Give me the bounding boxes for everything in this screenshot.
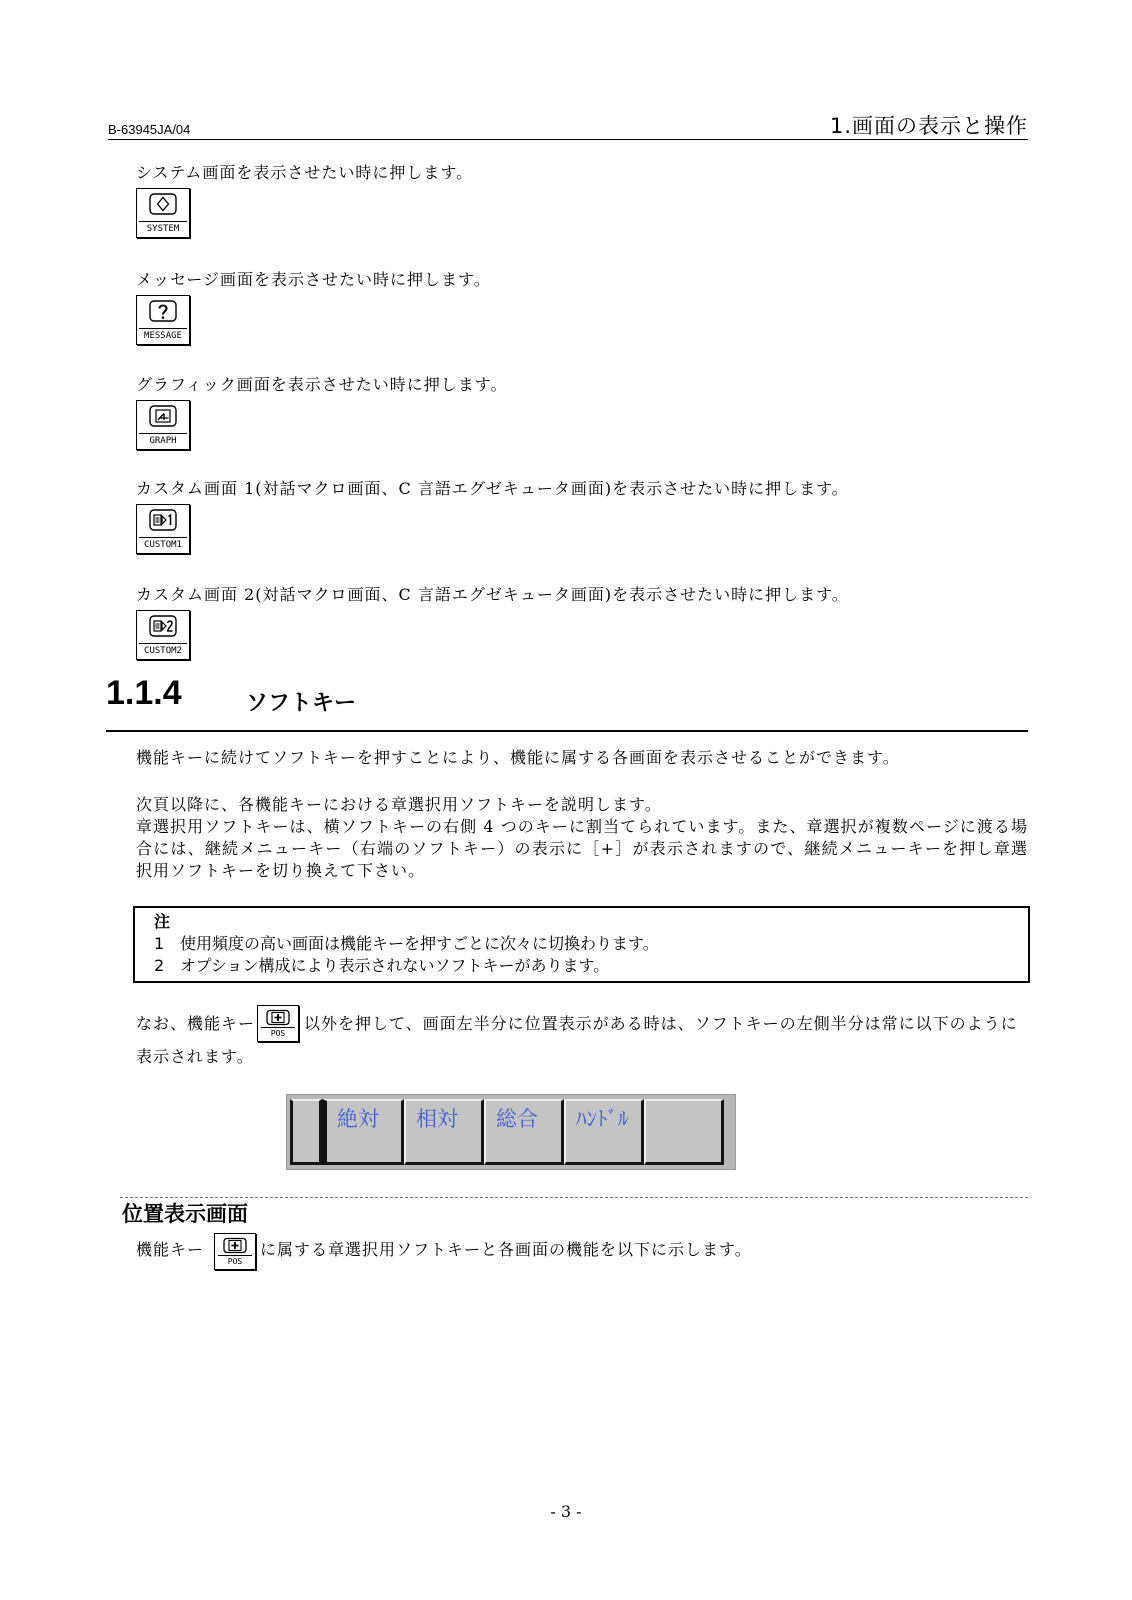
pos-icon bbox=[223, 1237, 247, 1254]
key-label: GRAPH bbox=[139, 433, 187, 446]
pos-note-text-line2: 表示されます。 bbox=[136, 1047, 254, 1066]
note-item-text: 使用頻度の高い画面は機能キーを押すごとに次々に切換わります。 bbox=[180, 934, 659, 953]
function-key-entry-custom1 bbox=[136, 479, 849, 554]
softkey-relative: 相対 bbox=[404, 1099, 484, 1165]
note-item-number: 2 bbox=[154, 956, 165, 975]
function-key-entry-message bbox=[136, 270, 491, 345]
system-icon bbox=[149, 193, 177, 215]
function-key-description: カスタム画面 2(対話マクロ画面、C 言語エグゼキュータ画面)を表示させたい時に押します。 bbox=[136, 585, 849, 604]
section-rule bbox=[106, 730, 1028, 732]
note-box bbox=[133, 906, 1030, 983]
key-label: CUSTOM2 bbox=[139, 643, 187, 656]
key-label: POS bbox=[218, 1255, 252, 1266]
explanation-line: 択用ソフトキーを切り換えて下さい。 bbox=[136, 861, 426, 880]
message-key bbox=[136, 295, 190, 345]
explanation-line: 章選択用ソフトキーは、横ソフトキーの右側 4 つのキーに割当てられています。また、章選択が複数ページに渡る場 bbox=[136, 817, 1028, 836]
softkey-handle: ﾊﾝﾄﾞﾙ bbox=[564, 1099, 644, 1165]
section-number: 1.1.4 bbox=[106, 674, 182, 712]
function-key-description: メッセージ画面を表示させたい時に押します。 bbox=[136, 270, 491, 289]
subsection-title: 位置表示画面 bbox=[122, 1202, 248, 1226]
key-label: CUSTOM1 bbox=[139, 537, 187, 550]
key-label: SYSTEM bbox=[139, 221, 187, 234]
explanation-line: 次頁以降に、各機能キーにおける章選択用ソフトキーを説明します。 bbox=[136, 795, 662, 814]
document-id: B-63945JA/04 bbox=[108, 122, 191, 137]
note-item-number: 1 bbox=[154, 934, 165, 953]
dashed-divider bbox=[120, 1197, 1028, 1198]
header-rule bbox=[108, 139, 1028, 140]
pos-note-text-before: なお、機能キー bbox=[136, 1014, 256, 1033]
chapter-title: 1.画面の表示と操作 bbox=[829, 114, 1028, 138]
note-item bbox=[154, 955, 1028, 977]
message-icon bbox=[149, 300, 177, 322]
graph-icon bbox=[149, 405, 177, 427]
page-number: - 3 - bbox=[550, 1502, 582, 1521]
function-key-description: システム画面を表示させたい時に押します。 bbox=[136, 163, 474, 182]
pos-icon bbox=[266, 1009, 290, 1026]
custom1-icon bbox=[149, 509, 177, 531]
pos-note-text-after: 以外を押して、画面左半分に位置表示がある時は、ソフトキーの左側半分は常に以下のように bbox=[304, 1014, 1018, 1033]
custom2-key bbox=[136, 610, 190, 660]
custom2-icon bbox=[149, 615, 177, 637]
softkey-bar bbox=[286, 1094, 736, 1170]
softkey-absolute: 絶対 bbox=[322, 1099, 404, 1165]
function-key-description: カスタム画面 1(対話マクロ画面、C 言語エグゼキュータ画面)を表示させたい時に押します。 bbox=[136, 479, 849, 498]
key-label: MESSAGE bbox=[139, 328, 187, 341]
note-heading: 注 bbox=[154, 912, 171, 931]
graph-key bbox=[136, 400, 190, 450]
explanation-paragraph bbox=[136, 794, 1028, 882]
intro-paragraph: 機能キーに続けてソフトキーを押すことにより、機能に属する各画面を表示させることができます。 bbox=[136, 748, 900, 767]
note-item-text: オプション構成により表示されないソフトキーがあります。 bbox=[180, 956, 610, 975]
system-key bbox=[136, 188, 190, 238]
section-title: ソフトキー bbox=[246, 691, 357, 716]
note-item bbox=[154, 933, 1028, 955]
function-key-description: グラフィック画面を表示させたい時に押します。 bbox=[136, 375, 508, 394]
position-display-text-before: 機能キー bbox=[136, 1240, 205, 1259]
pos-key bbox=[214, 1233, 256, 1270]
function-key-entry-graph bbox=[136, 375, 507, 450]
key-label: POS bbox=[261, 1027, 295, 1038]
pos-key bbox=[257, 1005, 299, 1042]
explanation-line: 合には、継続メニューキー（右端のソフトキー）の表示に［+］が表示されますので、継続メニューキーを押し章選 bbox=[136, 839, 1028, 858]
position-display-text-after: に属する章選択用ソフトキーと各画面の機能を以下に示します。 bbox=[260, 1240, 752, 1259]
softkey-all: 総合 bbox=[484, 1099, 564, 1165]
custom1-key bbox=[136, 504, 190, 554]
softkey-blank bbox=[644, 1099, 724, 1165]
function-key-entry-custom2 bbox=[136, 585, 849, 660]
function-key-entry-system bbox=[136, 163, 473, 238]
softkey-left-return bbox=[290, 1099, 322, 1165]
